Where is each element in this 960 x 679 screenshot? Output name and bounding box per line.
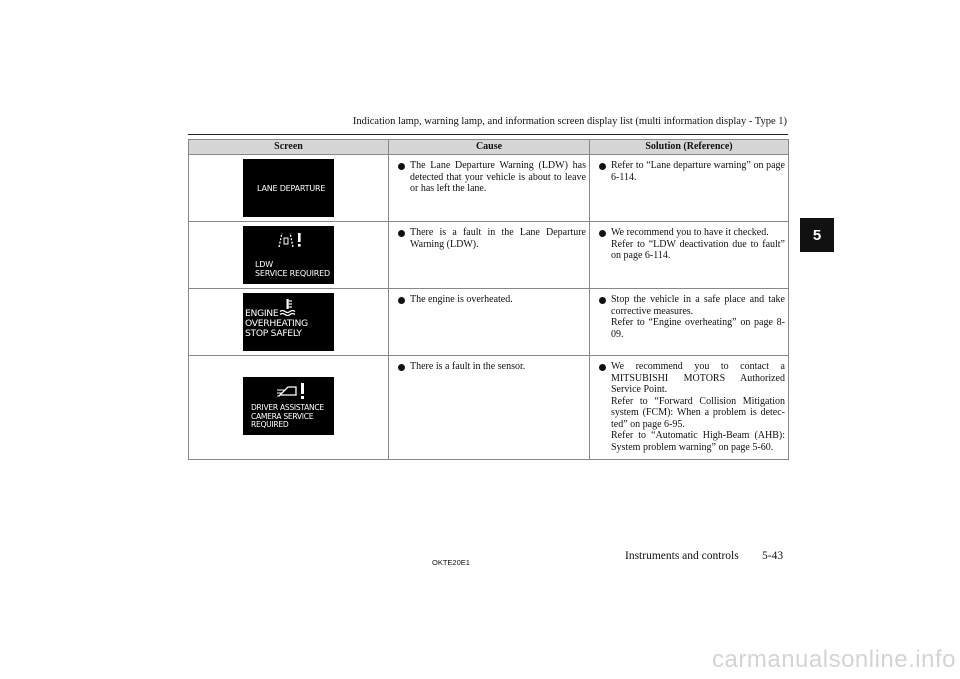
screen-text-line: LANE DEPARTURE xyxy=(257,184,326,193)
cause-cell xyxy=(389,155,590,222)
screen-text-line: LDW xyxy=(255,260,273,269)
cause-text: There is a fault in the sensor. xyxy=(389,356,589,379)
table-row xyxy=(189,155,789,222)
solution-text: Refer to “Lane departure warning” on page 6-114. xyxy=(590,155,788,189)
solution-cell xyxy=(590,155,789,222)
header-rule xyxy=(188,134,788,135)
solution-text: Stop the vehicle in a safe place and take corrective measures. Refer to “Engine overheating” on page 8-09. xyxy=(590,289,788,346)
screen-cell xyxy=(189,356,389,460)
screen-cell xyxy=(189,289,389,356)
solution-cell xyxy=(590,289,789,356)
table-row xyxy=(189,289,789,356)
screen-text-line: REQUIRED xyxy=(251,420,289,430)
document-code: OKTE20E1 xyxy=(432,558,470,567)
solution-cell xyxy=(590,356,789,460)
screen-text-line: STOP SAFELY xyxy=(245,328,302,339)
column-header-solution: Solution (Reference) xyxy=(590,140,789,155)
cause-text: The Lane Departure Warning (LDW) has detected that your vehicle is about to leave or has left the lane. xyxy=(389,155,589,201)
screen-cell xyxy=(189,222,389,289)
cause-text: There is a fault in the Lane Departure Warning (LDW). xyxy=(389,222,589,256)
display-screen-lane-departure xyxy=(243,159,334,217)
cause-cell xyxy=(389,289,590,356)
header-title: Indication lamp, warning lamp, and information screen display list (multi information display - Type 1) xyxy=(352,116,787,127)
display-list-table xyxy=(188,139,789,460)
solution-text: We recommend you to have it checked. Refer to “LDW deactivation due to fault” on page 6-114. xyxy=(590,222,788,268)
screen-text-line: DRIVER ASSISTANCE xyxy=(251,403,324,413)
page-number: 5-43 xyxy=(762,550,784,562)
display-screen-camera-service xyxy=(243,377,334,435)
footer-section-title: Instruments and controls xyxy=(625,550,739,562)
column-header-cause: Cause xyxy=(389,140,590,155)
column-header-screen: Screen xyxy=(189,140,389,155)
screen-text-line: CAMERA SERVICE xyxy=(251,411,314,421)
cause-text: The engine is overheated. xyxy=(389,289,589,312)
cause-cell xyxy=(389,222,590,289)
screen-cell xyxy=(189,155,389,222)
screen-text-line: SERVICE REQUIRED xyxy=(255,269,330,278)
solution-text: We recommend you to contact a MITSUBISHI MOTORS Authorized Service Point. Refer to “Forward Collision Mitigation system (FCM): When a problem is detec-ted” on page 6-95. Refer to “Automatic High-Beam (AHB): System problem warning” on page 5-60. xyxy=(590,356,788,459)
table-row xyxy=(189,222,789,289)
display-screen-ldw-service xyxy=(243,226,334,284)
cause-cell xyxy=(389,356,590,460)
watermark-text: carmanualsonline.info xyxy=(712,646,956,673)
display-screen-engine-overheating xyxy=(243,293,334,351)
table-row xyxy=(189,356,789,460)
chapter-tab: 5 xyxy=(800,218,834,252)
lane-departure-warning-fault-icon xyxy=(276,231,304,249)
solution-cell xyxy=(590,222,789,289)
camera-fault-icon xyxy=(276,381,310,401)
table-header-row xyxy=(189,140,789,155)
screen-text-line: ENGINE OVERHEATING xyxy=(245,308,308,329)
